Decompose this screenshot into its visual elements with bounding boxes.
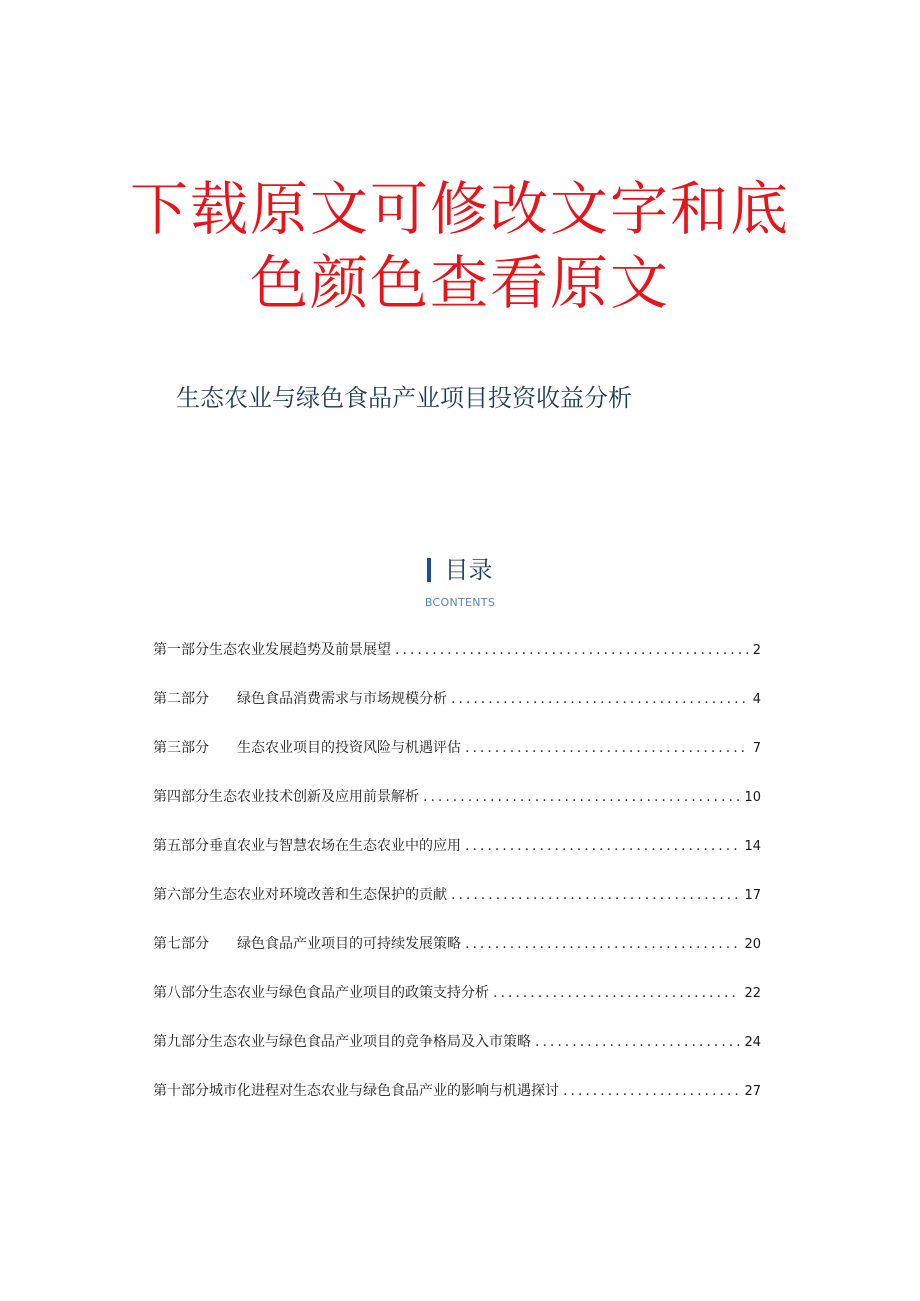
toc-entry[interactable] [153,687,761,711]
toc-entry-label: 第六部分生态农业对环境改善和生态保护的贡献 [153,887,447,903]
toc-entry-page: 17 [744,888,761,903]
toc-entry[interactable] [153,1079,761,1103]
dot-leader [451,687,749,711]
banner-line-2: 色颜色查看原文 [249,249,670,317]
editable-notice-banner [0,172,920,320]
dot-leader [451,883,740,907]
toc-entry[interactable] [153,785,761,809]
toc-entry-label: 第九部分生态农业与绿色食品产业项目的竞争格局及入市策略 [153,1034,531,1050]
toc-entry[interactable] [153,736,761,760]
toc-entry-page: 14 [744,839,761,854]
toc-title: 目录 [444,556,493,584]
toc-entry-label: 第五部分垂直农业与智慧农场在生态农业中的应用 [153,838,461,854]
dot-leader [465,736,749,760]
toc-entry-label: 第四部分生态农业技术创新及应用前景解析 [153,789,419,805]
dot-leader [423,785,740,809]
toc-entry-label: 第七部分 绿色食品产业项目的可持续发展策略 [153,936,461,952]
dot-leader [465,834,740,858]
toc-entry-page: 27 [744,1084,761,1099]
toc-entry[interactable] [153,1030,761,1054]
accent-bar [427,558,431,582]
toc-entry-page: 4 [752,692,761,707]
dot-leader [563,1079,740,1103]
dot-leader [535,1030,740,1054]
table-of-contents [153,638,761,1128]
toc-entry-label: 第八部分生态农业与绿色食品产业项目的政策支持分析 [153,985,489,1001]
toc-entry[interactable] [153,932,761,956]
toc-entry-label: 第一部分生态农业发展趋势及前景展望 [153,642,391,658]
dot-leader [493,981,740,1005]
toc-entry-label: 第二部分 绿色食品消费需求与市场规模分析 [153,691,447,707]
toc-entry-page: 20 [744,937,761,952]
banner-line-1: 下载原文可修改文字和底 [129,175,790,243]
toc-entry[interactable] [153,883,761,907]
toc-entry-page: 10 [744,790,761,805]
toc-entry[interactable] [153,834,761,858]
toc-entry[interactable] [153,638,761,662]
toc-entry-label: 第十部分城市化进程对生态农业与绿色食品产业的影响与机遇探讨 [153,1083,559,1099]
toc-entry-page: 7 [752,741,761,756]
toc-heading [0,555,920,585]
document-title: 生态农业与绿色食品产业项目投资收益分析 [176,384,632,412]
dot-leader [395,638,749,662]
toc-subtitle: BCONTENTS [424,596,496,609]
toc-entry-page: 2 [752,643,761,658]
toc-entry-page: 22 [744,986,761,1001]
dot-leader [465,932,740,956]
toc-entry-page: 24 [744,1035,761,1050]
toc-entry[interactable] [153,981,761,1005]
toc-entry-label: 第三部分 生态农业项目的投资风险与机遇评估 [153,740,461,756]
